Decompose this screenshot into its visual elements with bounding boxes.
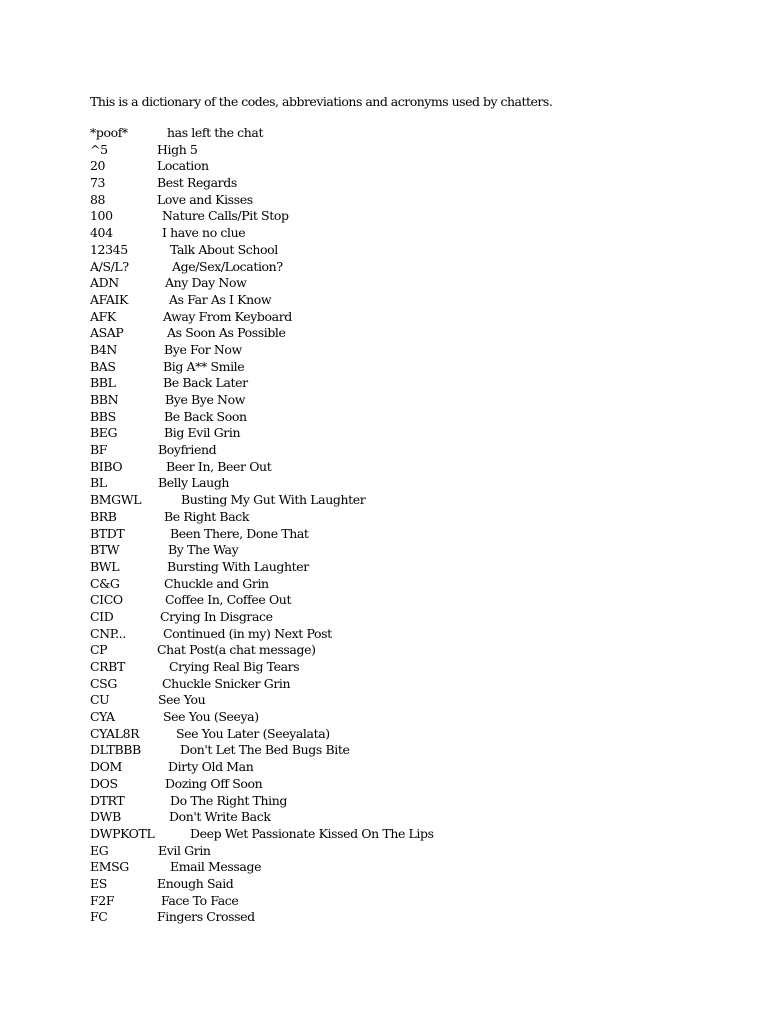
abbreviation: CRBT bbox=[90, 659, 125, 674]
abbreviation-meaning: Busting My Gut With Laughter bbox=[181, 492, 366, 508]
list-item bbox=[90, 809, 690, 826]
list-item bbox=[90, 542, 690, 559]
abbreviation-meaning: See You (Seeya) bbox=[163, 709, 259, 725]
abbreviation: 12345 bbox=[90, 241, 128, 257]
abbreviation: BTDT bbox=[90, 525, 125, 541]
abbreviation-meaning: Away From Keyboard bbox=[163, 308, 292, 324]
abbreviation: B4N bbox=[90, 341, 117, 357]
list-item bbox=[90, 409, 690, 426]
abbreviation: BIBO bbox=[90, 458, 123, 474]
abbreviation-meaning: Do The Right Thing bbox=[170, 792, 287, 808]
abbreviation: CYAL8R bbox=[90, 725, 140, 741]
list-item bbox=[90, 459, 690, 476]
abbreviation: DLTBBB bbox=[90, 742, 141, 758]
abbreviation-meaning: Boyfriend bbox=[158, 442, 217, 458]
list-item bbox=[90, 609, 690, 626]
abbreviation-meaning: Crying Real Big Tears bbox=[169, 659, 300, 674]
abbreviation: A/S/L? bbox=[90, 258, 129, 274]
list-item bbox=[90, 509, 690, 526]
abbreviation-meaning: Big A** Smile bbox=[163, 358, 245, 374]
abbreviation: BBL bbox=[90, 375, 116, 391]
abbreviation-meaning: See You bbox=[158, 692, 206, 708]
abbreviation-meaning: Bursting With Laughter bbox=[167, 558, 309, 574]
abbreviation-meaning: Nature Calls/Pit Stop bbox=[162, 208, 289, 224]
list-item bbox=[90, 559, 690, 576]
list-item bbox=[90, 676, 690, 693]
abbreviation-meaning: Best Regards bbox=[157, 175, 237, 191]
abbreviation: CYA bbox=[90, 709, 115, 725]
abbreviation: AFK bbox=[90, 308, 116, 324]
abbreviation: BTW bbox=[90, 542, 120, 558]
abbreviation: 404 bbox=[90, 225, 113, 241]
abbreviation: CICO bbox=[90, 592, 123, 608]
list-item bbox=[90, 576, 690, 593]
list-item bbox=[90, 726, 690, 743]
intro-text: This is a dictionary of the codes, abbreviations and acronyms used by chatters. bbox=[90, 94, 553, 109]
abbreviation: CP bbox=[90, 642, 108, 658]
list-item bbox=[90, 492, 690, 509]
abbreviation-meaning: As Soon As Possible bbox=[167, 325, 286, 341]
list-item bbox=[90, 392, 690, 409]
abbreviation: ASAP bbox=[90, 325, 124, 341]
abbreviation-meaning: Coffee In, Coffee Out bbox=[165, 592, 292, 608]
abbreviation: BRB bbox=[90, 508, 117, 524]
abbreviation-meaning: Belly Laugh bbox=[158, 475, 230, 491]
abbreviation-meaning: As Far As I Know bbox=[169, 291, 272, 307]
list-item bbox=[90, 876, 690, 893]
abbreviation-meaning: Continued (in my) Next Post bbox=[163, 625, 332, 641]
list-item bbox=[90, 793, 690, 810]
abbreviation: FC bbox=[90, 909, 108, 925]
list-item bbox=[90, 142, 690, 159]
list-item bbox=[90, 776, 690, 793]
abbreviation: DWB bbox=[90, 809, 121, 825]
abbreviation-meaning: Been There, Done That bbox=[170, 525, 309, 541]
list-item bbox=[90, 709, 690, 726]
abbreviation: DOM bbox=[90, 759, 122, 775]
abbreviation: ^5 bbox=[90, 141, 108, 157]
abbreviation: DOS bbox=[90, 775, 118, 791]
list-item bbox=[90, 275, 690, 292]
list-item bbox=[90, 909, 690, 926]
abbreviation-meaning: has left the chat bbox=[167, 125, 264, 140]
abbreviation-meaning: Don't Let The Bed Bugs Bite bbox=[180, 742, 350, 758]
list-item bbox=[90, 843, 690, 860]
abbreviation: CNP... bbox=[90, 625, 126, 641]
abbreviation: AFAIK bbox=[90, 291, 128, 307]
abbreviation-meaning: Dirty Old Man bbox=[168, 759, 254, 775]
abbreviation: BAS bbox=[90, 358, 116, 374]
abbreviation-meaning: Deep Wet Passionate Kissed On The Lips bbox=[190, 825, 434, 841]
abbreviation: BBN bbox=[90, 392, 119, 407]
abbreviation-meaning: Chat Post(a chat message) bbox=[157, 642, 316, 658]
list-item bbox=[90, 692, 690, 709]
abbreviation: 88 bbox=[90, 191, 106, 207]
abbreviation: 100 bbox=[90, 208, 113, 224]
list-item bbox=[90, 158, 690, 175]
list-item bbox=[90, 359, 690, 376]
abbreviation-meaning: High 5 bbox=[157, 141, 198, 157]
list-item bbox=[90, 175, 690, 192]
abbreviation-meaning: Don't Write Back bbox=[169, 809, 271, 825]
abbreviation: BL bbox=[90, 475, 107, 491]
list-item bbox=[90, 442, 690, 459]
abbreviation-meaning: Be Back Soon bbox=[164, 408, 247, 424]
list-item bbox=[90, 826, 690, 843]
abbreviation: EMSG bbox=[90, 859, 129, 875]
list-item bbox=[90, 425, 690, 442]
abbreviation-meaning: Crying In Disgrace bbox=[160, 608, 273, 624]
abbreviation: BBS bbox=[90, 408, 116, 424]
list-item bbox=[90, 125, 690, 142]
abbreviation-meaning: Bye For Now bbox=[164, 341, 242, 357]
abbreviation-meaning: Talk About School bbox=[170, 241, 278, 257]
abbreviation-meaning: Be Back Later bbox=[163, 375, 248, 391]
list-item bbox=[90, 893, 690, 910]
abbreviation: CSG bbox=[90, 675, 117, 691]
abbreviation: F2F bbox=[90, 892, 115, 908]
abbreviation: DTRT bbox=[90, 792, 125, 808]
abbreviation: BMGWL bbox=[90, 492, 142, 508]
abbreviation: BF bbox=[90, 442, 108, 458]
list-item bbox=[90, 292, 690, 309]
abbreviation-meaning: Big Evil Grin bbox=[164, 425, 241, 441]
list-item bbox=[90, 742, 690, 759]
abbreviation-list bbox=[90, 125, 690, 926]
list-item bbox=[90, 659, 690, 676]
list-item bbox=[90, 859, 690, 876]
list-item bbox=[90, 309, 690, 326]
list-item bbox=[90, 375, 690, 392]
abbreviation: CU bbox=[90, 692, 110, 708]
list-item bbox=[90, 475, 690, 492]
list-item bbox=[90, 526, 690, 543]
abbreviation: ADN bbox=[90, 275, 119, 291]
list-item bbox=[90, 242, 690, 259]
abbreviation-meaning: Face To Face bbox=[161, 892, 239, 908]
list-item bbox=[90, 259, 690, 276]
abbreviation: 20 bbox=[90, 158, 106, 174]
abbreviation: DWPKOTL bbox=[90, 825, 155, 841]
list-item bbox=[90, 208, 690, 225]
abbreviation-meaning: Bye Bye Now bbox=[165, 392, 245, 407]
abbreviation-meaning: By The Way bbox=[168, 542, 239, 558]
list-item bbox=[90, 342, 690, 359]
abbreviation: C&G bbox=[90, 575, 120, 591]
abbreviation: BWL bbox=[90, 558, 120, 574]
abbreviation-meaning: Be Right Back bbox=[164, 508, 250, 524]
abbreviation-meaning: Age/Sex/Location? bbox=[172, 258, 283, 274]
abbreviation: 73 bbox=[90, 175, 106, 191]
abbreviation-meaning: Dozing Off Soon bbox=[165, 775, 263, 791]
abbreviation: EG bbox=[90, 842, 109, 858]
abbreviation-meaning: Fingers Crossed bbox=[157, 909, 255, 925]
abbreviation-meaning: Chuckle Snicker Grin bbox=[162, 675, 291, 691]
list-item bbox=[90, 759, 690, 776]
abbreviation-meaning: I have no clue bbox=[162, 225, 246, 241]
list-item bbox=[90, 592, 690, 609]
abbreviation-meaning: Evil Grin bbox=[158, 842, 211, 858]
abbreviation: *poof* bbox=[90, 125, 128, 140]
list-item bbox=[90, 642, 690, 659]
abbreviation-meaning: Beer In, Beer Out bbox=[166, 458, 272, 474]
list-item bbox=[90, 325, 690, 342]
list-item bbox=[90, 225, 690, 242]
abbreviation-meaning: Location bbox=[157, 158, 209, 174]
list-item bbox=[90, 192, 690, 209]
abbreviation-meaning: Any Day Now bbox=[165, 275, 247, 291]
abbreviation: CID bbox=[90, 608, 114, 624]
abbreviation-meaning: Enough Said bbox=[157, 875, 234, 891]
abbreviation: BEG bbox=[90, 425, 118, 441]
abbreviation: ES bbox=[90, 875, 107, 891]
abbreviation-meaning: Chuckle and Grin bbox=[164, 575, 269, 591]
abbreviation-meaning: See You Later (Seeyalata) bbox=[176, 725, 330, 741]
abbreviation-meaning: Love and Kisses bbox=[157, 191, 253, 207]
abbreviation-meaning: Email Message bbox=[170, 859, 262, 875]
list-item bbox=[90, 626, 690, 643]
